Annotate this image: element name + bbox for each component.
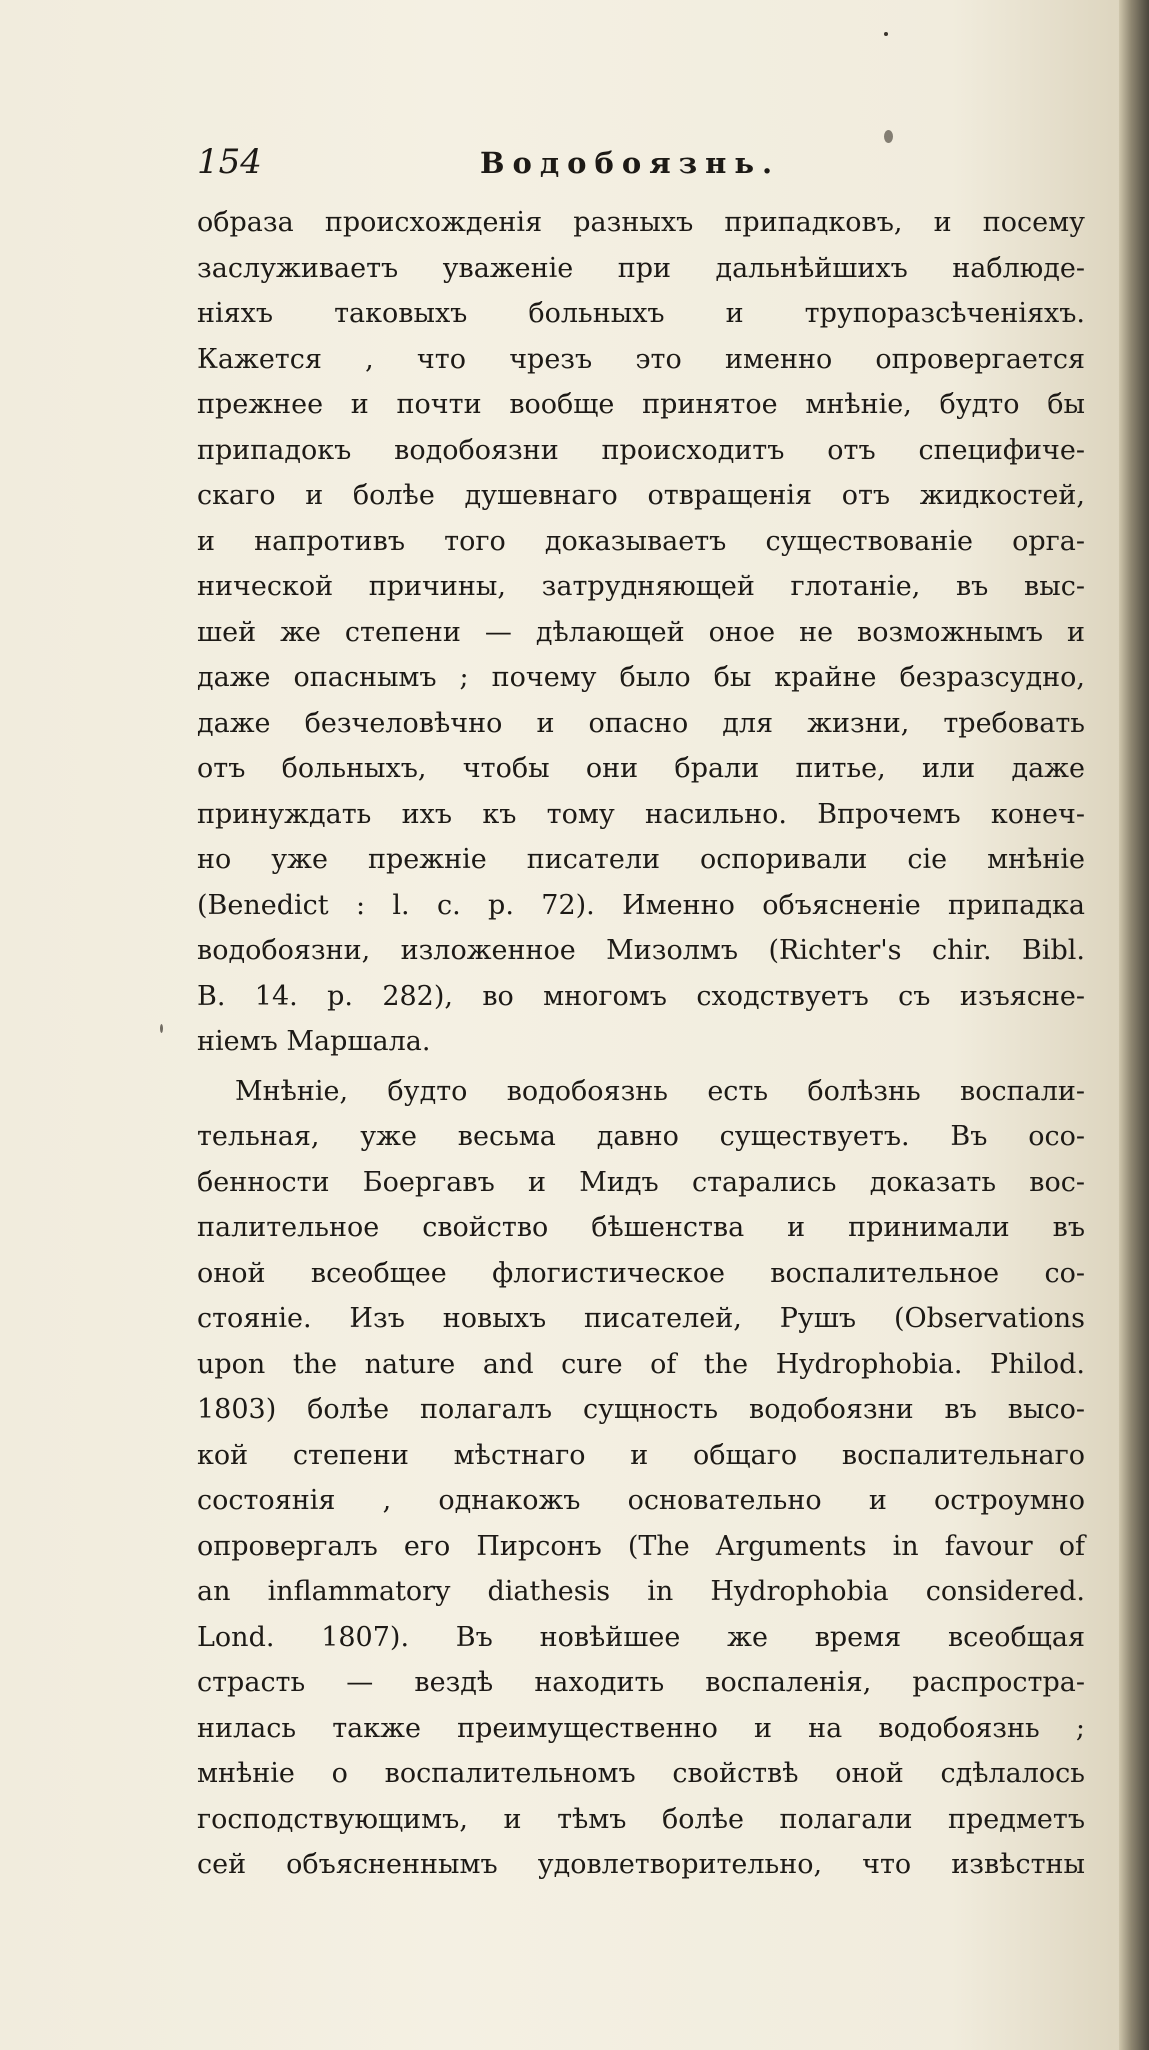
text-line: 1803) болѣе полагалъ сущность водобоязни въ высо-	[197, 1394, 1085, 1425]
ink-speck	[884, 32, 888, 36]
text-line: господствующимъ, и тѣмъ болѣе полагали предметъ	[197, 1803, 1085, 1835]
text-line: мнѣніе о воспалительномъ свойствѣ оной сдѣлалось	[197, 1758, 1085, 1789]
running-title: Водобоязнь.	[480, 146, 781, 180]
paragraph-2	[197, 1069, 1085, 1888]
text-line: нилась также преимущественно и на водобоязнь ;	[197, 1712, 1085, 1744]
text-line: an inflammatory diathesis in Hydrophobia considered.	[197, 1576, 1085, 1607]
text-line: бенности Боергавъ и Мидъ старались доказать вос-	[197, 1166, 1085, 1198]
text-line: состоянія , однакожъ основательно и остроумно	[197, 1485, 1085, 1516]
text-line: припадокъ водобоязни происходитъ отъ специфиче-	[197, 434, 1085, 466]
text-line: принуждать ихъ къ тому насильно. Впрочемъ конеч-	[197, 798, 1085, 830]
text-line: скаго и болѣе душевнаго отвращенія отъ жидкостей,	[197, 480, 1085, 511]
ink-speck	[884, 130, 893, 143]
text-line: B. 14. p. 282), во многомъ сходствуетъ съ изъясне-	[197, 980, 1085, 1012]
text-line: даже безчеловѣчно и опасно для жизни, требовать	[197, 707, 1085, 739]
text-line: upon the nature and cure of the Hydrophobia. Philod.	[197, 1348, 1085, 1380]
page-header	[197, 142, 1087, 188]
text-line: оной всеобщее флогистическое воспалительное со-	[197, 1257, 1085, 1289]
text-line: водобоязни, изложенное Мизолмъ (Richter's chir. Bibl.	[197, 935, 1085, 966]
text-line: Lond. 1807). Въ новѣйшее же время всеобщая	[197, 1621, 1085, 1653]
page-edge-shadow	[1119, 0, 1149, 2050]
text-line: но уже прежніе писатели оспоривали сіе мнѣніе	[197, 844, 1085, 875]
text-line: прежнее и почти вообще принятое мнѣніе, будто бы	[197, 389, 1085, 420]
text-line: образа происхожденія разныхъ припадковъ, и посему	[197, 207, 1085, 238]
text-line: и напротивъ того доказываетъ существованіе орга-	[197, 525, 1085, 557]
text-line: Мнѣніе, будто водобоязнь есть болѣзнь воспали-	[235, 1075, 1085, 1107]
text-line: ніяхъ таковыхъ больныхъ и трупоразсѣченіяхъ.	[197, 298, 1085, 329]
text-line: палительное свойство бѣшенства и принимали въ	[197, 1212, 1085, 1243]
text-line: страсть — вездѣ находить воспаленія, распростра-	[197, 1667, 1085, 1698]
text-line: отъ больныхъ, чтобы они брали питье, или даже	[197, 753, 1085, 784]
text-line: сей объясненнымъ удовлетворительно, что извѣстны	[197, 1849, 1085, 1880]
text-line: нической причины, затрудняющей глотаніе, въ выс-	[197, 571, 1085, 602]
page-number: 154	[197, 142, 262, 182]
ink-speck	[160, 1024, 163, 1033]
text-line: тельная, уже весьма давно существуетъ. Въ осо-	[197, 1121, 1085, 1152]
text-line: опровергалъ его Пирсонъ (The Arguments in favour of	[197, 1530, 1085, 1562]
text-line: Кажется , что чрезъ это именно опровергается	[197, 343, 1085, 375]
paragraph-1	[197, 200, 1085, 1065]
text-line: шей же степени — дѣлающей оное не возможнымъ и	[197, 616, 1085, 648]
text-line: заслуживаетъ уваженіе при дальнѣйшихъ наблюде-	[197, 252, 1085, 284]
text-line: стояніе. Изъ новыхъ писателей, Рушъ (Observations	[197, 1303, 1085, 1334]
text-line: кой степени мѣстнаго и общаго воспалительнаго	[197, 1439, 1085, 1471]
body-text	[197, 200, 1085, 1888]
text-line: даже опаснымъ ; почему было бы крайне безразсудно,	[197, 662, 1085, 693]
text-line: ніемъ Маршала.	[197, 1026, 431, 1057]
text-line: (Benedict : l. c. p. 72). Именно объясненіе припадка	[197, 889, 1085, 921]
